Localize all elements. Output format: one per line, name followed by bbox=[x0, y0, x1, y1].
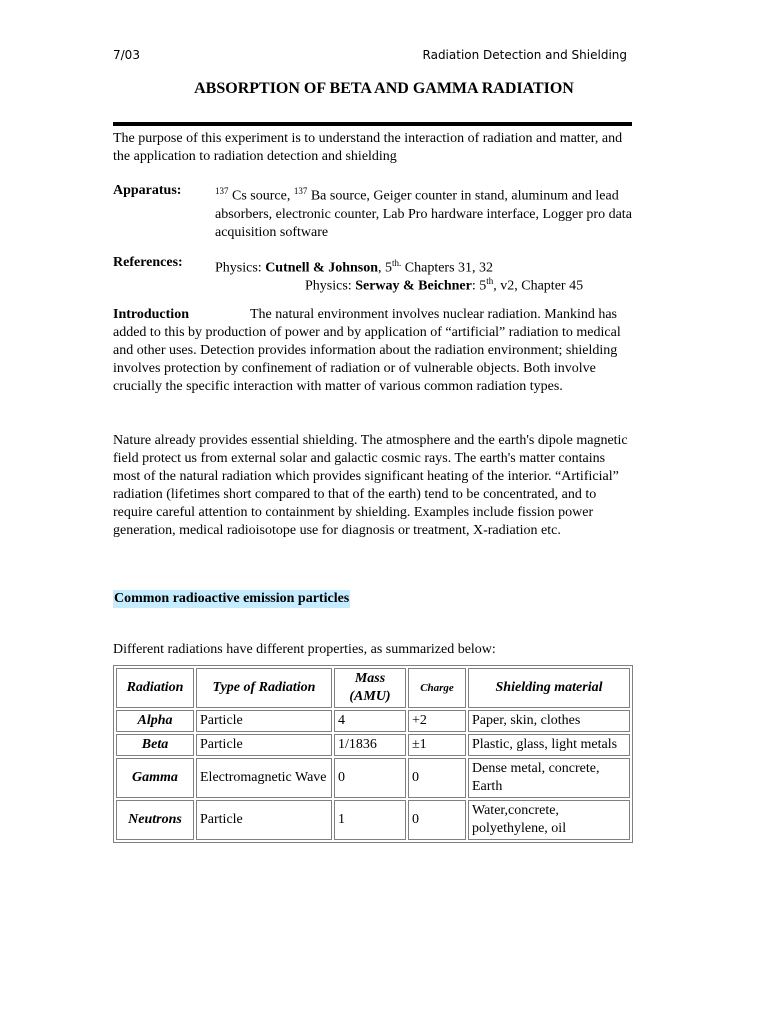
table-cell: Beta bbox=[116, 734, 194, 756]
header-course-title: Radiation Detection and Shielding bbox=[422, 48, 627, 62]
reference-2-edition: : 5 bbox=[471, 278, 487, 294]
table-cell: Plastic, glass, light metals bbox=[468, 734, 630, 756]
introduction-text: The natural environment involves nuclear radiation. Mankind has added to this by production of power and by application of “artificial” radiation to medical and other uses. Detection provides information about the radiation environment; shielding involves protection by confinement of radiation or of vulnerable objects. Both involve crucially the specific interaction with matter of various common radiation types. bbox=[113, 307, 621, 394]
radiation-properties-table bbox=[113, 665, 633, 843]
reference-2-sup: th bbox=[486, 276, 494, 286]
introduction-label: Introduction bbox=[113, 307, 189, 322]
table-row bbox=[116, 800, 630, 840]
table-cell: +2 bbox=[408, 710, 466, 732]
reference-1-edition: , 5 bbox=[378, 260, 392, 276]
nature-paragraph: Nature already provides essential shielding. The atmosphere and the earth's dipole magnetic field protect us from external solar and galactic cosmic rays. The earth's matter contains most of the natural radiation which provides significant heating of the interior. “Artificial” radiation (lifetimes short compared to that of the earth) tend to be concentrated, and to require careful attention to containment by shielding. Examples include fission power generation, medical radioisotope use for diagnosis or treatment, X-radiation etc. bbox=[113, 433, 628, 538]
reference-2 bbox=[305, 272, 583, 296]
table-cell: Dense metal, concrete, Earth bbox=[468, 758, 630, 798]
table-cell: Electromagnetic Wave bbox=[196, 758, 332, 798]
header-date: 7/03 bbox=[113, 48, 140, 62]
title-divider bbox=[113, 122, 632, 126]
purpose-paragraph: The purpose of this experiment is to understand the interaction of radiation and matter, and the application to radiation detection and shielding bbox=[113, 131, 623, 164]
table-cell: Alpha bbox=[116, 710, 194, 732]
table-cell: 0 bbox=[408, 800, 466, 840]
isotope-sup-ba: 137 bbox=[293, 186, 308, 196]
references-label: References: bbox=[113, 255, 183, 270]
table-cell: Water,concrete, polyethylene, oil bbox=[468, 800, 630, 840]
col-header-charge: Charge bbox=[408, 668, 466, 708]
col-header-radiation: Radiation bbox=[116, 668, 194, 708]
isotope-sup-cs: 137 bbox=[215, 186, 229, 196]
reference-1-authors: Cutnell & Johnson bbox=[265, 260, 378, 276]
table-cell: Particle bbox=[196, 800, 332, 840]
table-cell: Particle bbox=[196, 734, 332, 756]
apparatus-text bbox=[215, 182, 635, 242]
reference-2-authors: Serway & Beichner bbox=[355, 278, 472, 294]
table-cell: 0 bbox=[408, 758, 466, 798]
reference-1-chapters: Chapters 31, 32 bbox=[401, 260, 494, 276]
table-cell: 1/1836 bbox=[334, 734, 406, 756]
table-cell: Gamma bbox=[116, 758, 194, 798]
introduction-paragraph bbox=[113, 306, 633, 396]
section-heading: Common radioactive emission particles bbox=[114, 591, 350, 606]
apparatus-label: Apparatus: bbox=[113, 183, 182, 198]
reference-1-sup: th. bbox=[392, 258, 402, 268]
reference-1-prefix: Physics: bbox=[215, 260, 266, 276]
table-row bbox=[116, 734, 630, 756]
table-intro: Different radiations have different properties, as summarized below: bbox=[113, 642, 496, 657]
col-header-shielding: Shielding material bbox=[468, 668, 630, 708]
table-cell: 0 bbox=[334, 758, 406, 798]
apparatus-cs: Cs source, bbox=[228, 188, 294, 204]
table-cell: Neutrons bbox=[116, 800, 194, 840]
table-row bbox=[116, 758, 630, 798]
apparatus-rest: Ba source, Geiger counter in stand, aluminum and lead absorbers, electronic counter, Lab Pro hardware interface, Logger pro data acquisition software bbox=[215, 188, 632, 240]
document-title: ABSORPTION OF BETA AND GAMMA RADIATION bbox=[194, 80, 574, 97]
table-header-row bbox=[116, 668, 630, 708]
table-cell: Particle bbox=[196, 710, 332, 732]
reference-2-prefix: Physics: bbox=[305, 278, 356, 294]
reference-2-chapters: , v2, Chapter 45 bbox=[493, 278, 584, 294]
table-cell: Paper, skin, clothes bbox=[468, 710, 630, 732]
table-cell: 1 bbox=[334, 800, 406, 840]
col-header-type: Type of Radiation bbox=[196, 668, 332, 708]
table-cell: ±1 bbox=[408, 734, 466, 756]
col-header-mass: Mass (AMU) bbox=[334, 668, 406, 708]
table-cell: 4 bbox=[334, 710, 406, 732]
table-row bbox=[116, 710, 630, 732]
